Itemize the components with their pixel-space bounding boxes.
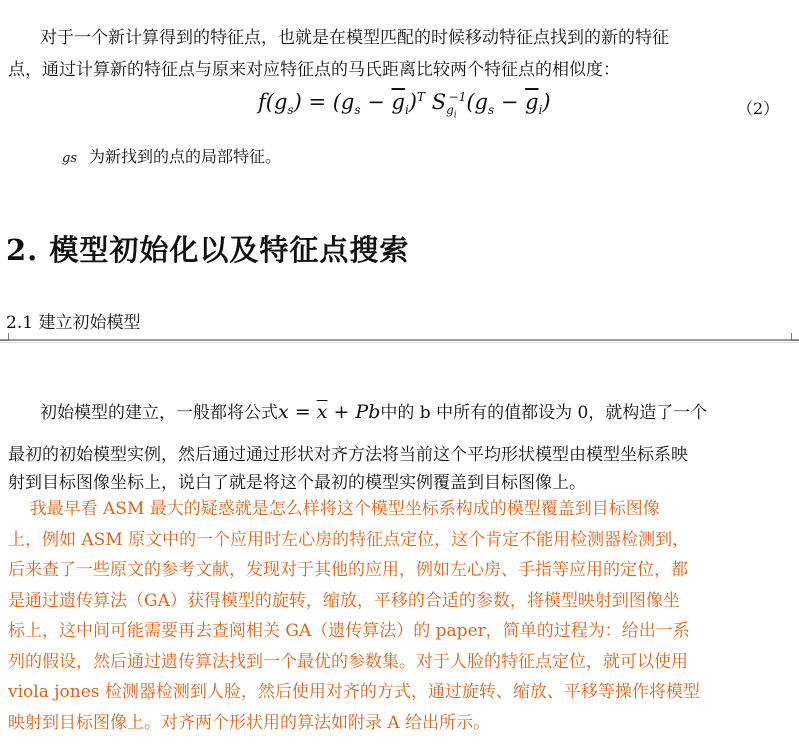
para3-line: 我最早看 ASM 最大的疑惑就是怎么样将这个模型坐标系构成的模型覆盖到目标图像 [8,499,660,519]
gs-definition [62,144,281,167]
paragraph-asm-notes [8,494,793,738]
gs-definition-text: 为新找到的点的局部特征。 [89,147,282,166]
page-corner-mark-left [0,333,9,341]
para3-line: 上，例如 ASM 原文中的一个应用时左心房的特征点定位，这个肯定不能用检测器检测到， [8,529,690,550]
para2-line1 [8,398,793,423]
page-corner-mark-right [791,333,799,341]
paragraph-mahalanobis [8,22,793,86]
para3-line: 标上，这中间可能需要再去查阅相关 GA（遗传算法）的 paper，简单的过程为：给出一系 [8,621,690,641]
formula-x: $x = \overline{x} + Pb$ [278,401,381,423]
para2-line1-before: 初始模型的建立，一般都将公式 [40,403,278,423]
para3-line: 映射到目标图像上。对齐两个形状用的算法如附录 A 给出所示。 [8,712,491,733]
para2-line3: 射到目标图像坐标上，说白了就是将这个最初的模型实例覆盖到目标图像上。 [8,473,586,493]
para3-line: 是通过遗传算法（GA）获得模型的旋转，缩放，平移的合适的参数，将模型映射到图像坐 [8,590,680,611]
para3-line: 列的假设，然后通过遗传算法找到一个最优的参数集。对于人脸的特征点定位，就可以使用 [8,651,688,672]
para2-line1-after: 中的 b 中所有的值都设为 0，就构造了一个 [380,403,708,423]
gs-symbol: gs [62,151,77,166]
para2-line2: 最初的初始模型实例，然后通过通过形状对齐方法将当前这个平均形状模型由模型坐标系映 [8,445,688,465]
page-break-shadow [0,342,799,343]
section-heading: 2. 模型初始化以及特征点搜索 [6,233,410,267]
para3-line: 后来查了一些原文的参考文献，发现对于其他的应用，例如左心房、手指等应用的定位，都 [8,560,688,580]
subsection-heading: 2.1 建立初始模型 [6,313,141,333]
para3-line: viola jones 检测器检测到人脸，然后使用对齐的方式，通过旋转、缩放、平移等操作将模型 [8,682,700,702]
equation-2: $f(g_s) = (g_s - \overline{g}_i)^T$ $S_{g_i}^{-1}(g_s - \overline{g}_i)$ [258,90,551,121]
para1-line2: 点，通过计算新的特征点与原来对应特征点的马氏距离比较两个特征点的相似度： [8,60,620,80]
page-break-line [0,339,799,341]
para1-line1: 对于一个新计算得到的特征点，也就是在模型匹配的时候移动特征点找到的新的特征 [40,28,669,48]
equation-number: （2） [737,99,780,118]
